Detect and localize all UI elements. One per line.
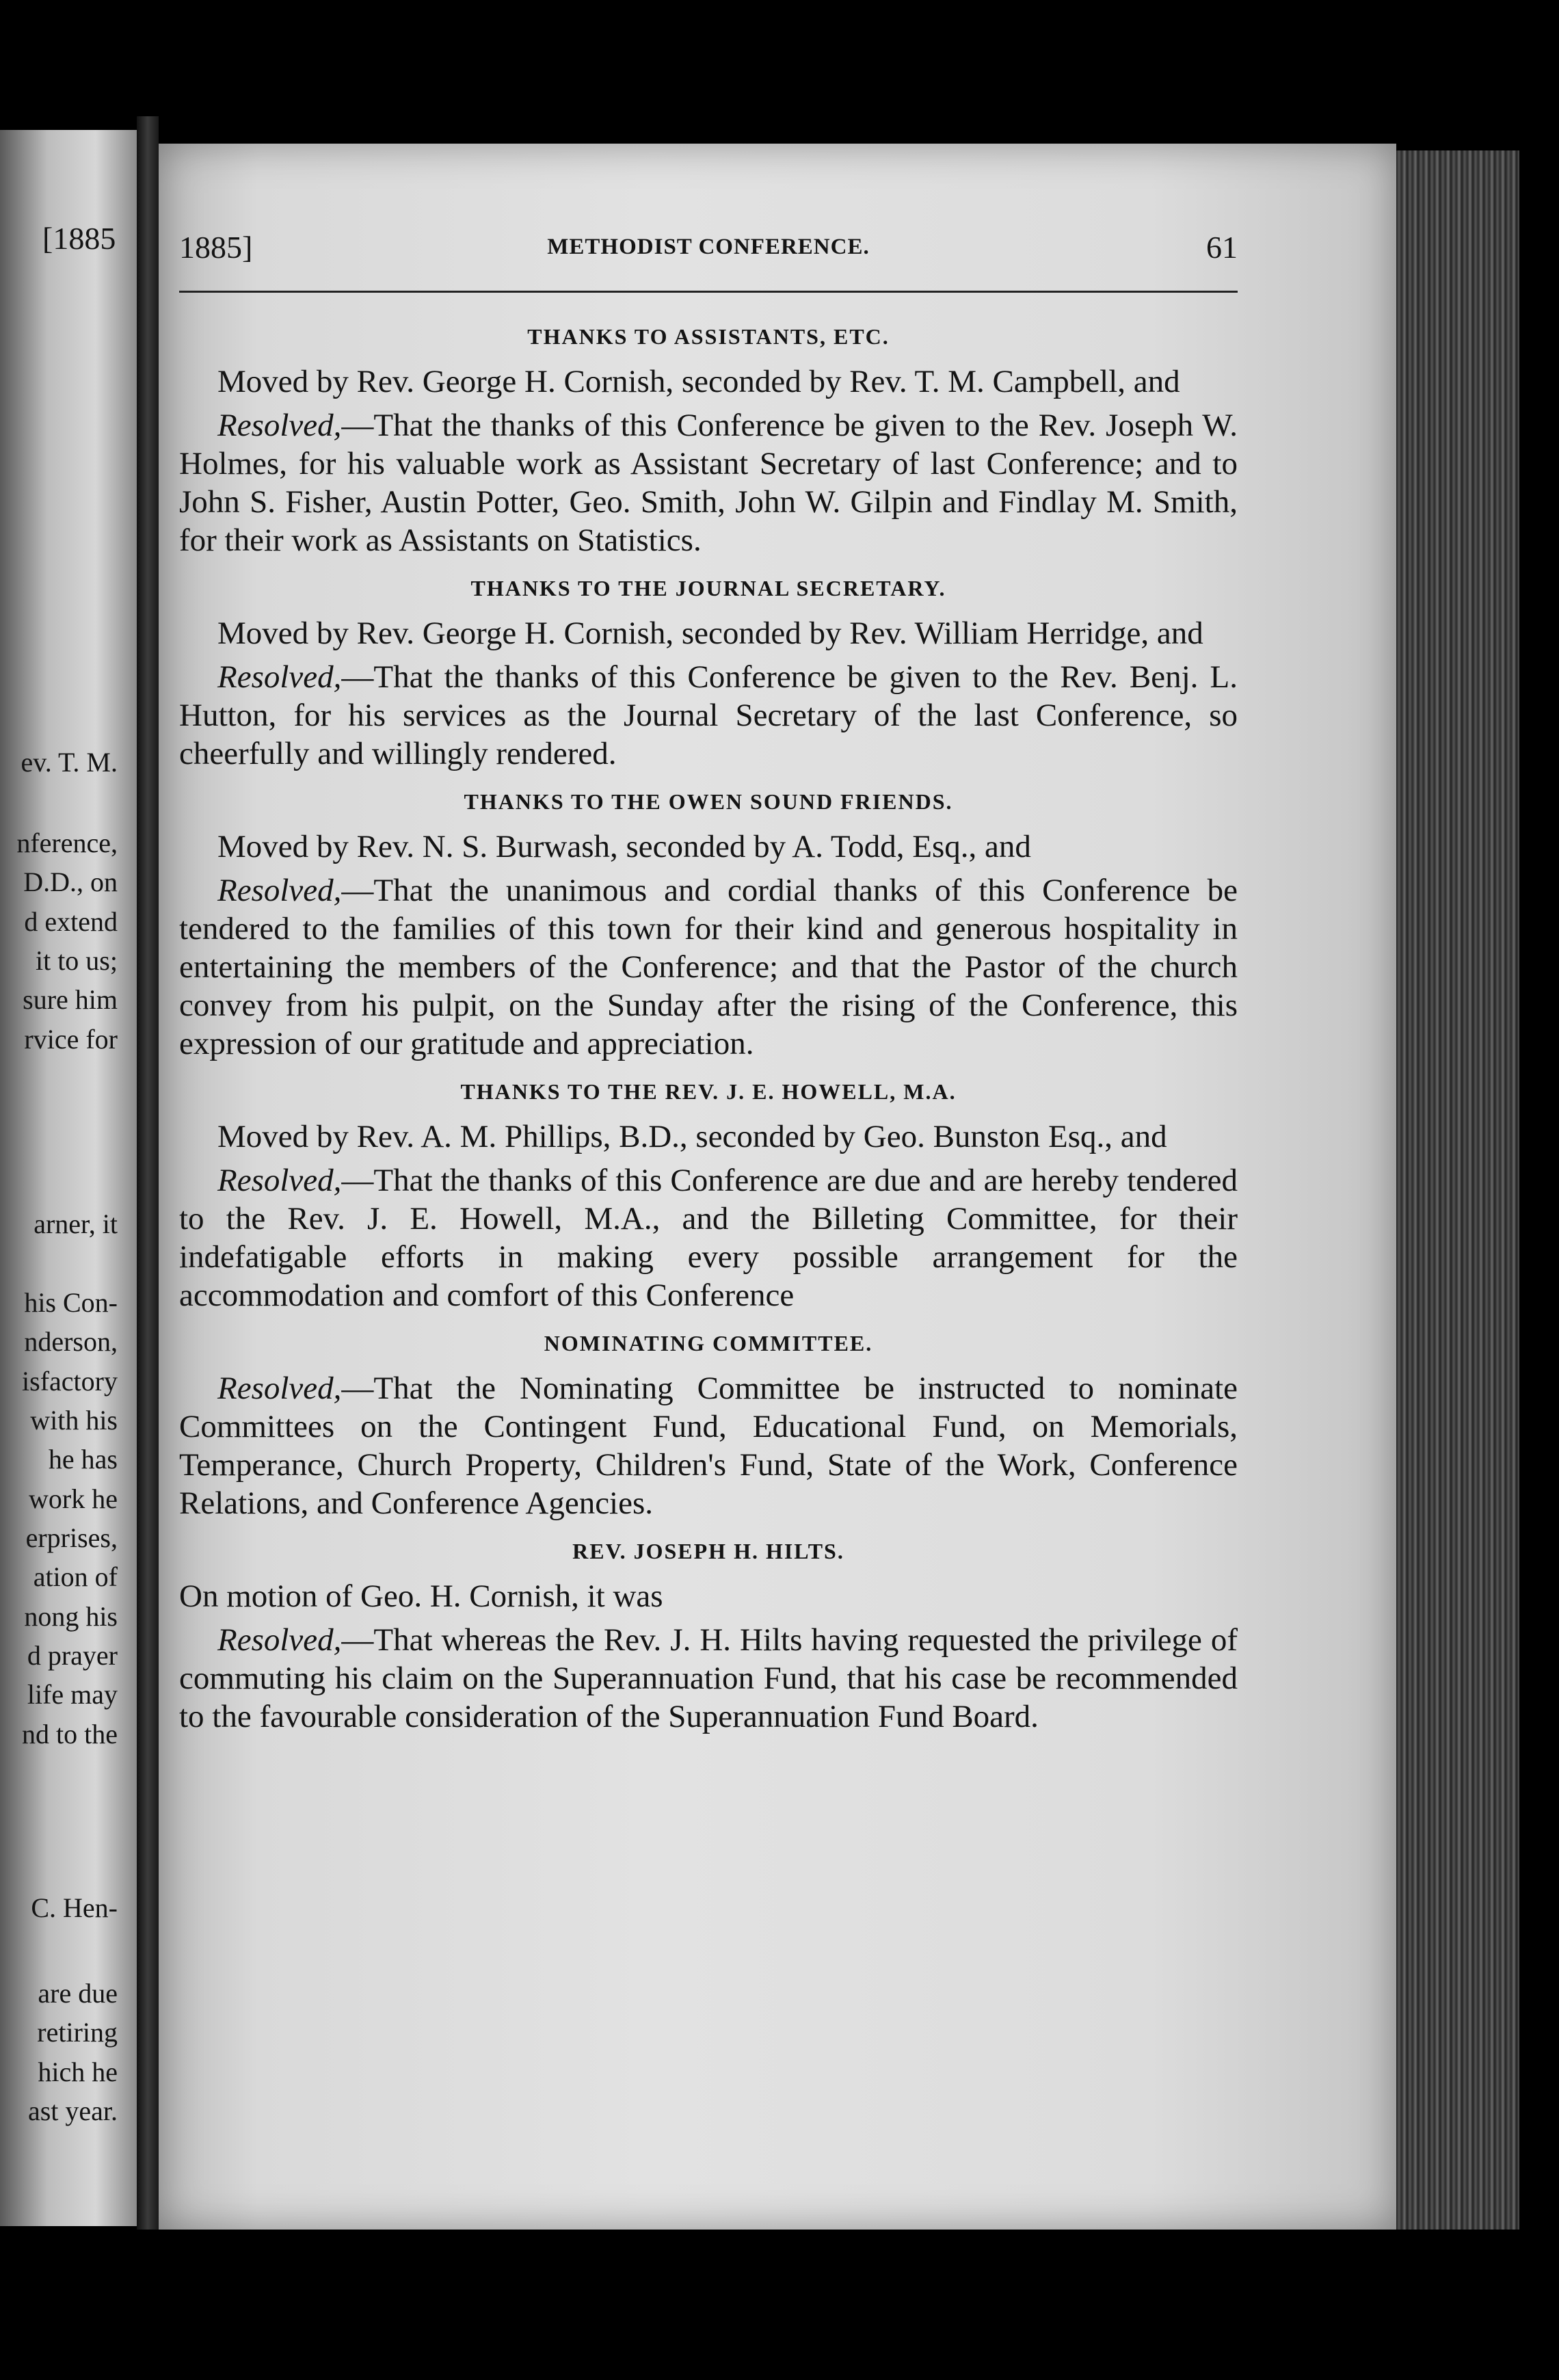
motion-text: Moved by Rev. N. S. Burwash, seconded by A. Todd, Esq., and (217, 829, 1031, 864)
previous-page-line: his Con- (24, 1287, 118, 1318)
motion-text: Moved by Rev. George H. Cornish, seconded by Rev. William Herridge, and (217, 616, 1203, 651)
resolution-body: —That the thanks of this Conference are due and are hereby tendered to the Rev. J. E. Howell, M.A., and the Billeting Committee, for their indefatigable efforts in making every possible arrangement for the accommodation and comfort of this Conference (179, 1163, 1238, 1313)
section-heading: THANKS TO THE JOURNAL SECRETARY. (470, 576, 946, 600)
resolution-text (179, 658, 1238, 773)
resolution-text (179, 406, 1238, 559)
previous-page-line: work he (29, 1483, 118, 1514)
resolution-text (179, 1369, 1238, 1522)
resolution-body: —That the Nominating Committee be instructed to nominate Committees on the Contingent Fund, Educational Fund, on Memorials, Temperance, Church Property, Children's Fund, State of the Work, Conference Relations, and Conference Agencies. (179, 1371, 1238, 1521)
previous-page-line: nd to the (22, 1719, 118, 1749)
section-hilts (179, 1536, 1238, 1736)
previous-page-line: D.D., on (23, 867, 118, 897)
resolution-text (179, 1621, 1238, 1736)
resolution-body: —That whereas the Rev. J. H. Hilts having requested the privilege of commuting his claim on the Superannuation Fund, that his case be recommended to the favourable consideration of the Superannuation Fund Board. (179, 1622, 1238, 1734)
resolution-body: —That the thanks of this Conference be given to the Rev. Joseph W. Holmes, for his valuable work as Assistant Secretary of last Conference; and to John S. Fisher, Austin Potter, Geo. Smith, John W. Gilpin and Findlay M. Smith, for their work as Assistants on Statistics. (179, 408, 1238, 558)
page-body (179, 321, 1238, 1741)
previous-page-line: nference, (16, 828, 118, 858)
section-heading: THANKS TO THE REV. J. E. HOWELL, M.A. (460, 1079, 957, 1104)
header-rule (179, 291, 1238, 293)
resolved-label: Resolved, (217, 873, 342, 908)
previous-page-line: are due (38, 1978, 118, 2009)
previous-page-line: d prayer (27, 1640, 118, 1671)
resolution-body: —That the thanks of this Conference be given to the Rev. Benj. L. Hutton, for his services as the Journal Secretary of the last Conference, so cheerfully and willingly rendered. (179, 659, 1238, 771)
previous-page-line: retiring (37, 2017, 118, 2048)
previous-page-line: ation of (33, 1561, 118, 1592)
section-heading: NOMINATING COMMITTEE. (544, 1331, 873, 1356)
previous-page-line: d extend (24, 906, 118, 937)
section-thanks-howell (179, 1076, 1238, 1314)
running-header (179, 229, 1238, 277)
previous-page-line: life may (27, 1679, 118, 1710)
previous-page-line: sure him (23, 984, 118, 1015)
previous-page-line: he has (48, 1444, 118, 1475)
header-year: 1885] (179, 230, 253, 265)
section-nominating-committee (179, 1328, 1238, 1522)
resolved-label: Resolved, (217, 1163, 342, 1198)
resolved-label: Resolved, (217, 408, 342, 443)
previous-page-line: with his (30, 1405, 118, 1436)
resolution-text (179, 1161, 1238, 1314)
previous-page-line: arner, it (34, 1208, 118, 1239)
section-heading: REV. JOSEPH H. HILTS. (572, 1539, 844, 1563)
resolution-text (179, 871, 1238, 1063)
previous-page-line: hich he (38, 2057, 118, 2087)
previous-page-fragment (0, 130, 137, 2226)
resolved-label: Resolved, (217, 1622, 342, 1658)
previous-page-header: [1885 (42, 221, 116, 256)
page-number: 61 (1206, 230, 1238, 265)
section-thanks-assistants (179, 321, 1238, 559)
resolution-body: —That the unanimous and cordial thanks of this Conference be tendered to the families of this town for their kind and generous hospitality in entertaining the members of the Conference; and that the Pastor of the church convey from his pulpit, on the Sunday after the rising of the Conference, this expression of our gratitude and appreciation. (179, 873, 1238, 1061)
resolved-label: Resolved, (217, 659, 342, 695)
previous-page-line: erprises, (25, 1522, 118, 1553)
previous-page-line: rvice for (24, 1024, 118, 1055)
previous-page-line: isfactory (22, 1366, 118, 1397)
page-edges (1396, 150, 1519, 2230)
section-heading: THANKS TO ASSISTANTS, ETC. (527, 324, 890, 349)
previous-page-line: ev. T. M. (21, 747, 118, 778)
motion-text: Moved by Rev. George H. Cornish, seconded by Rev. T. M. Campbell, and (217, 364, 1180, 399)
previous-page-line: it to us; (35, 945, 118, 976)
previous-page-line: ast year. (27, 2095, 118, 2126)
motion-text: On motion of Geo. H. Cornish, it was (179, 1578, 663, 1614)
book-gutter (137, 116, 159, 2230)
previous-page-line: nong his (24, 1601, 118, 1632)
section-heading: THANKS TO THE OWEN SOUND FRIENDS. (464, 789, 953, 814)
resolved-label: Resolved, (217, 1371, 342, 1406)
header-title: METHODIST CONFERENCE. (547, 235, 870, 259)
section-thanks-owen-sound (179, 786, 1238, 1063)
previous-page-line: C. Hen- (31, 1892, 118, 1923)
section-thanks-journal-secretary (179, 573, 1238, 773)
motion-text: Moved by Rev. A. M. Phillips, B.D., seconded by Geo. Bunston Esq., and (217, 1119, 1167, 1154)
previous-page-line: nderson, (24, 1326, 118, 1357)
